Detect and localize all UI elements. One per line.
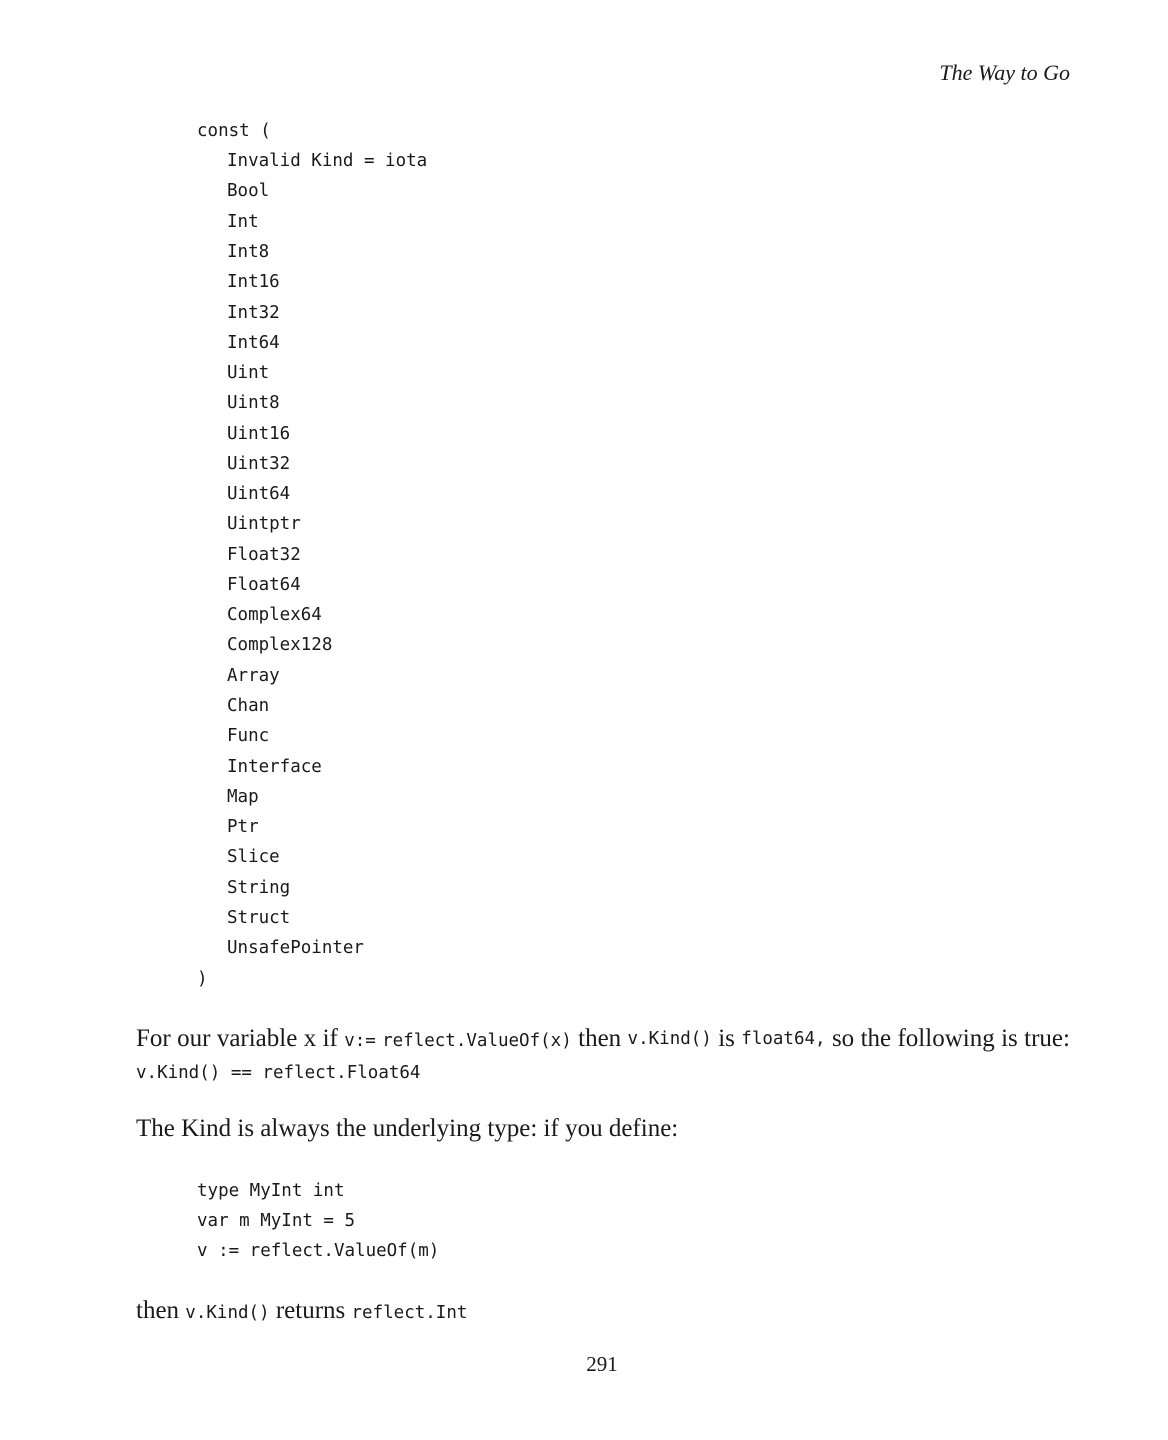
paragraph-returns	[136, 1296, 467, 1328]
prose-word: returns	[275, 1297, 346, 1324]
code-line: var m MyInt = 5	[197, 1211, 356, 1231]
prose-word: the	[860, 1025, 892, 1052]
code-line: Float64	[227, 575, 301, 595]
code-line: Uint	[227, 363, 270, 383]
paragraph-kind-explanation	[136, 1024, 1070, 1056]
code-line: Struct	[227, 908, 291, 928]
prose-word: For	[136, 1025, 171, 1052]
paragraph-kind-explanation-line2	[136, 1056, 420, 1088]
code-line: Func	[227, 726, 270, 746]
prose-word: is	[718, 1025, 735, 1052]
code-line: Int32	[227, 303, 280, 323]
code-line: )	[197, 969, 208, 989]
prose-word: so	[831, 1025, 855, 1052]
inline-code: reflect.ValueOf(x)	[382, 1031, 572, 1051]
code-line: Complex64	[227, 605, 322, 625]
prose-word: then	[578, 1025, 622, 1052]
inline-code: v:=	[344, 1031, 376, 1051]
code-line: Chan	[227, 696, 270, 716]
code-line: Int	[227, 212, 259, 232]
inline-code: v.Kind()	[627, 1029, 712, 1049]
code-line: Int16	[227, 272, 280, 292]
code-line: Invalid Kind = iota	[227, 151, 428, 171]
code-line: Uintptr	[227, 514, 301, 534]
code-line: const (	[197, 121, 271, 141]
code-line: String	[227, 878, 291, 898]
code-line: Uint8	[227, 393, 280, 413]
code-line: Float32	[227, 545, 301, 565]
code-line: Slice	[227, 847, 280, 867]
code-line: v := reflect.ValueOf(m)	[197, 1241, 440, 1261]
code-line: type MyInt int	[197, 1181, 345, 1201]
code-line: Array	[227, 666, 280, 686]
code-line: Int64	[227, 333, 280, 353]
inline-code: reflect.Int	[351, 1303, 468, 1323]
running-header: The Way to Go	[939, 60, 1070, 85]
paragraph-underlying-type: The Kind is always the underlying type: if you define:	[136, 1115, 679, 1142]
prose-word: is	[1001, 1025, 1018, 1052]
prose-word: true:	[1024, 1025, 1070, 1052]
code-line: Interface	[227, 757, 322, 777]
prose-word: variable	[216, 1025, 298, 1052]
code-line: Ptr	[227, 817, 259, 837]
code-line: Uint16	[227, 424, 291, 444]
inline-code: v.Kind() == reflect.Float64	[136, 1063, 421, 1083]
prose-word: following	[897, 1025, 995, 1052]
code-line: Uint64	[227, 484, 291, 504]
page-number: 291	[586, 1352, 618, 1376]
code-line: Uint32	[227, 454, 291, 474]
code-line: Map	[227, 787, 259, 807]
prose-word: x	[303, 1025, 317, 1052]
prose-word: then	[136, 1297, 180, 1324]
code-line: Complex128	[227, 635, 333, 655]
prose-word: our	[177, 1025, 211, 1052]
code-line: Int8	[227, 242, 270, 262]
prose-word: if	[322, 1025, 338, 1052]
inline-code: float64,	[741, 1029, 826, 1049]
code-line: UnsafePointer	[227, 938, 364, 958]
code-line: Bool	[227, 181, 270, 201]
inline-code: v.Kind()	[185, 1303, 270, 1323]
